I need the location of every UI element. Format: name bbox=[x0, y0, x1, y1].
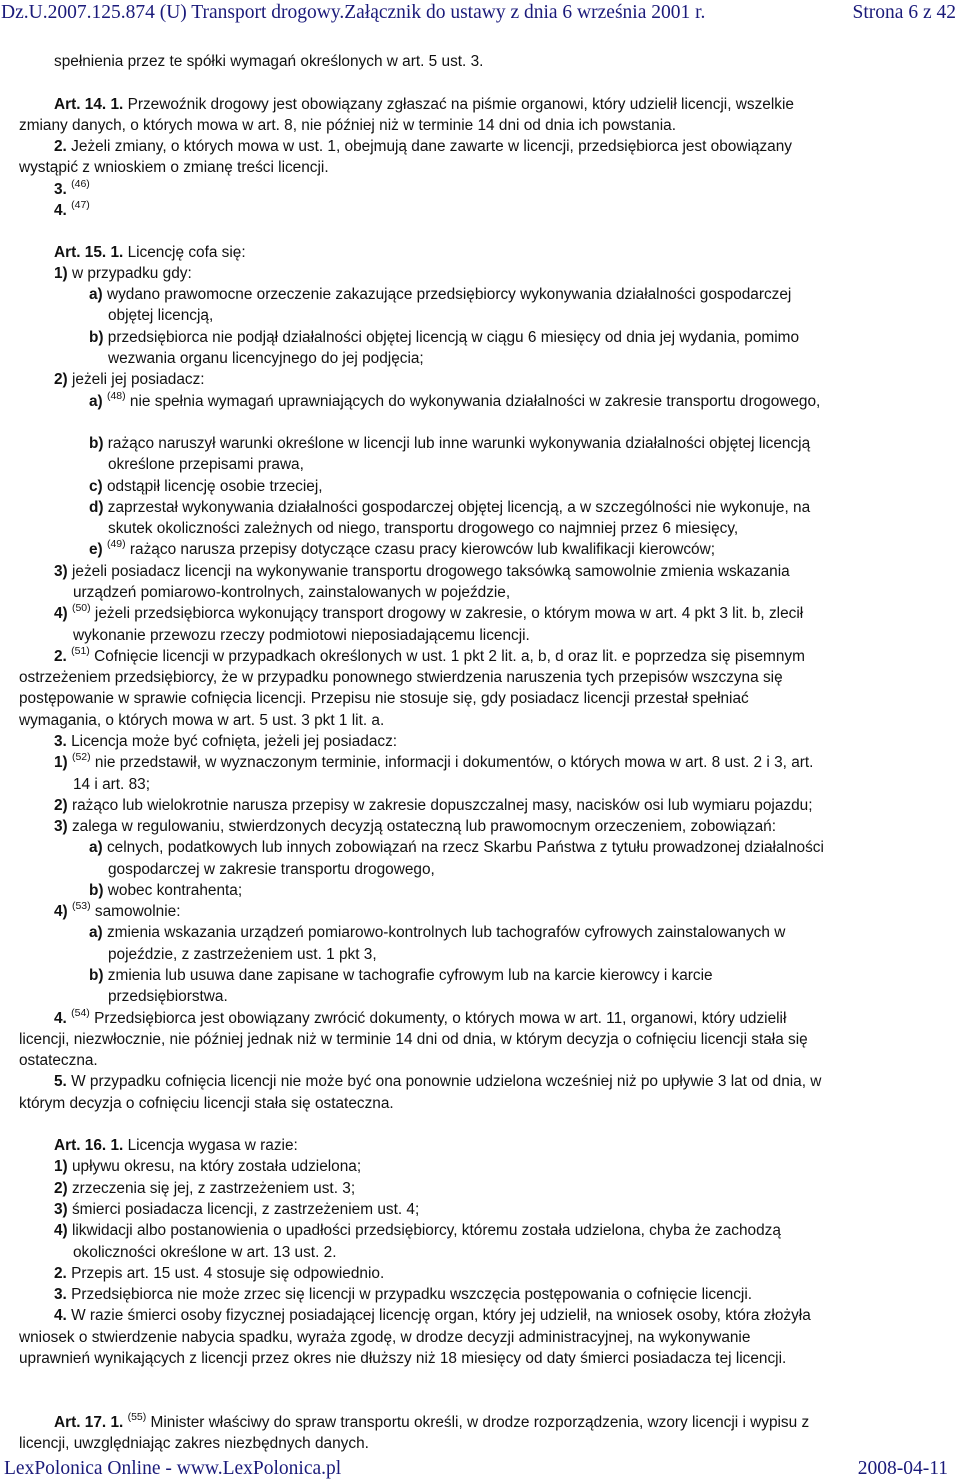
footnote-ref: (50) bbox=[71, 602, 91, 615]
text-line: 5. W przypadku cofnięcia licencji nie może być ona ponownie udzielona wcześniej niż po upływie 3 lat od dnia, w bbox=[54, 1073, 822, 1091]
footnote-ref: (54) bbox=[71, 1006, 90, 1019]
article-15: Art. 15. 1. Licencję cofa się: bbox=[54, 243, 246, 261]
text-line: licencji, uwzględniając zakres niezbędnych danych. bbox=[19, 1435, 369, 1452]
text-line: b) wobec kontrahenta; bbox=[89, 881, 243, 899]
text-line: skutek okoliczności zależnych od niego, transportu drogowego co najmniej przez 6 miesięcy, bbox=[108, 520, 739, 538]
text-line: 3) zalega w regulowaniu, stwierdzonych decyzją ostateczną lub prawomocnym orzeczeniem, zobowiązań: bbox=[54, 818, 777, 835]
text-line: 2) jeżeli jej posiadacz: bbox=[54, 371, 205, 389]
text-line: 1) upływu okresu, na który została udzielona; bbox=[54, 1158, 362, 1176]
text-line: urządzeń pomiarowo-kontrolnych, zainstalowanych w pojeździe, bbox=[73, 584, 511, 601]
footer-source: LexPolonica Online - www.LexPolonica.pl bbox=[4, 1458, 342, 1479]
text-line: 2. $^{(51)}$ Cofnięcie licencji w przypadkach określonych w ust. 1 pkt 2 lit. a, b, d oraz lit. e poprzedza się pisemnym bbox=[54, 644, 805, 665]
text-line: b) zmienia lub usuwa dane zapisane w tachografie cyfrowym lub na karcie kierowcy i karcie bbox=[89, 966, 713, 984]
footnote-ref: (48) bbox=[106, 389, 126, 402]
text-line: 4) likwidacji albo postanowienia o upadłości przedsiębiorcy, któremu została udzielona, chyba że zachodzą bbox=[54, 1222, 781, 1240]
text-line: określone przepisami prawa, bbox=[108, 456, 304, 474]
document-title: Dz.U.2007.125.874 (U) Transport drogowy.Załącznik do ustawy z dnia 6 września 2001 r. bbox=[1, 2, 706, 23]
text-line: a) wydano prawomocne orzeczenie zakazujące przedsiębiorcy wykonywania działalności gospodarczej bbox=[89, 286, 792, 304]
text-line: przedsiębiorstwa. bbox=[108, 988, 228, 1006]
text-line: gospodarczej w zakresie transportu drogowego, bbox=[108, 860, 435, 878]
footnote-ref: (53) bbox=[71, 900, 91, 913]
text-line: okoliczności określone w art. 13 ust. 2. bbox=[73, 1243, 337, 1261]
text-line: 1) w przypadku gdy: bbox=[54, 264, 192, 282]
text-line: c) odstąpił licencję osobie trzeciej, bbox=[89, 477, 323, 495]
text-line: 4) $^{(50)}$ jeżeli przedsiębiorca wykonujący transport drogowy w zakresie, o którym mowa w art. 4 pkt 3 lit. b, zlecił bbox=[54, 602, 804, 623]
text-line: wezwania organu licencyjnego do jej podjęcia; bbox=[108, 349, 424, 367]
page-footer bbox=[0, 1458, 960, 1484]
page-number: Strona 6 z 42 bbox=[852, 2, 956, 23]
footnote-ref: (52) bbox=[71, 751, 91, 764]
text-line: d) zaprzestał wykonywania działalności gospodarczej objętej licencją, a w szczególności nie wykonuje, na bbox=[89, 498, 811, 516]
text-line: b) rażąco naruszył warunki określone w licencji lub inne warunki wykonywania działalności objętej licencją bbox=[89, 435, 811, 452]
text-line: wniosek o stwierdzenie nabycia spadku, wyraża zgodę, w drodze decyzji administracyjnej, na wykonywanie bbox=[19, 1328, 751, 1346]
text-line: 3) śmierci posiadacza licencji, z zastrzeżeniem ust. 4; bbox=[54, 1201, 420, 1218]
text-line: uprawnień wynikających z licencji przez okres nie dłuższy niż 18 miesięcy od daty śmierci posiadacza tej licencji. bbox=[19, 1349, 787, 1367]
text-line: pojeździe, z zastrzeżeniem ust. 1 pkt 3, bbox=[108, 945, 377, 963]
article-16: Art. 16. 1. Licencja wygasa w razie: bbox=[54, 1137, 298, 1155]
text-line: 4. $^{(54)}$ Przedsiębiorca jest obowiązany zwrócić dokumenty, o których mowa w art. 11, organowi, który udzielił bbox=[54, 1006, 787, 1027]
text-line: 2) rażąco lub wielokrotnie narusza przepisy w zakresie dopuszczalnej masy, nacisków osi lub wymiaru pojazdu; bbox=[54, 796, 813, 814]
text-line: 3. Przedsiębiorca nie może zrzec się licencji w przypadku wszczęcia postępowania o cofnięcie licencji. bbox=[54, 1286, 753, 1304]
article-17: Art. 17. 1. $^{(55)}$ Minister właściwy do spraw transportu określi, w drodze rozporządzenia, wzory licencji i wypisu z bbox=[54, 1410, 810, 1431]
footnote-ref: (51) bbox=[71, 644, 90, 657]
text-line: objętej licencją, bbox=[108, 307, 214, 325]
text-line: którym decyzja o cofnięciu licencji stała się ostateczna. bbox=[19, 1094, 394, 1112]
text-line: postępowanie w sprawie cofnięcia licencji. Przepisu nie stosuje się, gdy posiadacz licencji przestał spełniać bbox=[19, 690, 749, 708]
text-line: wystąpić z wnioskiem o zmianę treści licencji. bbox=[19, 159, 329, 177]
text-line: ostrzeżeniem przedsiębiorcy, że w przypadku ponownego stwierdzenia naruszenia tych przepisów wszczyna się bbox=[19, 669, 783, 687]
text-line: 3) jeżeli posiadacz licencji na wykonywanie transportu drogowego taksówką samowolnie zmienia wskazania bbox=[54, 562, 790, 580]
text-line: licencji, niezwłocznie, nie później jednak niż w terminie 14 dni od dnia, w którym decyzja o cofnięciu licencji stała się bbox=[19, 1030, 808, 1048]
text-line: 2) zrzeczenia się jej, z zastrzeżeniem ust. 3; bbox=[54, 1179, 356, 1197]
article-14: Art. 14. 1. Przewoźnik drogowy jest obowiązany zgłaszać na piśmie organowi, który udzielił licencji, wszelkie bbox=[54, 95, 794, 113]
text-line: a) $^{(48)}$ nie spełnia wymagań uprawniających do wykonywania działalności w zakresie transportu drogowego, bbox=[89, 389, 821, 410]
text-line: 3. $^{(46)}$ bbox=[54, 177, 90, 198]
text-line: 4. W razie śmierci osoby fizycznej posiadającej licencję organ, który jej udzielił, na wniosek osoby, która złożyła bbox=[54, 1307, 811, 1325]
footnote-ref: (55) bbox=[127, 1410, 147, 1423]
footnote-ref: (46) bbox=[71, 177, 90, 190]
text-line: wymagania, o których mowa w art. 5 ust. 3 pkt 1 lit. a. bbox=[19, 711, 385, 729]
text-line: a) celnych, podatkowych lub innych zobowiązań na rzecz Skarbu Państwa z tytułu prowadzonej działalności bbox=[89, 839, 824, 857]
text-line: a) zmienia wskazania urządzeń pomiarowo-kontrolnych lub tachografów cyfrowych zainstalowanych w bbox=[89, 924, 786, 942]
text-line: ostateczna. bbox=[19, 1052, 98, 1069]
text-line: wykonanie przewozu rzeczy podmiotowi nieposiadającemu licencji. bbox=[73, 626, 530, 644]
text-line: b) przedsiębiorca nie podjął działalności objętej licencją w ciągu 6 miesięcy od dnia jej wydania, pomimo bbox=[89, 328, 800, 346]
text-line: zmiany danych, o których mowa w art. 8, nie później niż w terminie 14 dni od dnia ich powstania. bbox=[19, 116, 676, 134]
text-line: 2. Przepis art. 15 ust. 4 stosuje się odpowiednio. bbox=[54, 1264, 385, 1282]
text-line: 3. Licencja może być cofnięta, jeżeli jej posiadacz: bbox=[54, 732, 398, 750]
text-line: e) $^{(49)}$ rażąco narusza przepisy dotyczące czasu pracy kierowców lub kwalifikacji kierowców; bbox=[89, 538, 716, 559]
footer-date: 2008-04-11 bbox=[857, 1458, 948, 1479]
text-line: 1) $^{(52)}$ nie przedstawił, w wyznaczonym terminie, informacji i dokumentów, o których mowa w art. 8 ust. 2 i 3, art. bbox=[54, 751, 814, 772]
text-line: spełnienia przez te spółki wymagań określonych w art. 5 ust. 3. bbox=[54, 53, 484, 70]
text-line: 4) $^{(53)}$ samowolnie: bbox=[54, 900, 181, 921]
text-line: 2. Jeżeli zmiany, o których mowa w ust. 1, obejmują dane zawarte w licencji, przedsiębiorca jest obowiązany bbox=[54, 138, 792, 156]
text-line: 14 i art. 83; bbox=[73, 775, 150, 793]
footnote-ref: (49) bbox=[106, 538, 126, 551]
text-line: 4. $^{(47)}$ bbox=[54, 198, 90, 219]
footnote-ref: (47) bbox=[71, 198, 90, 211]
